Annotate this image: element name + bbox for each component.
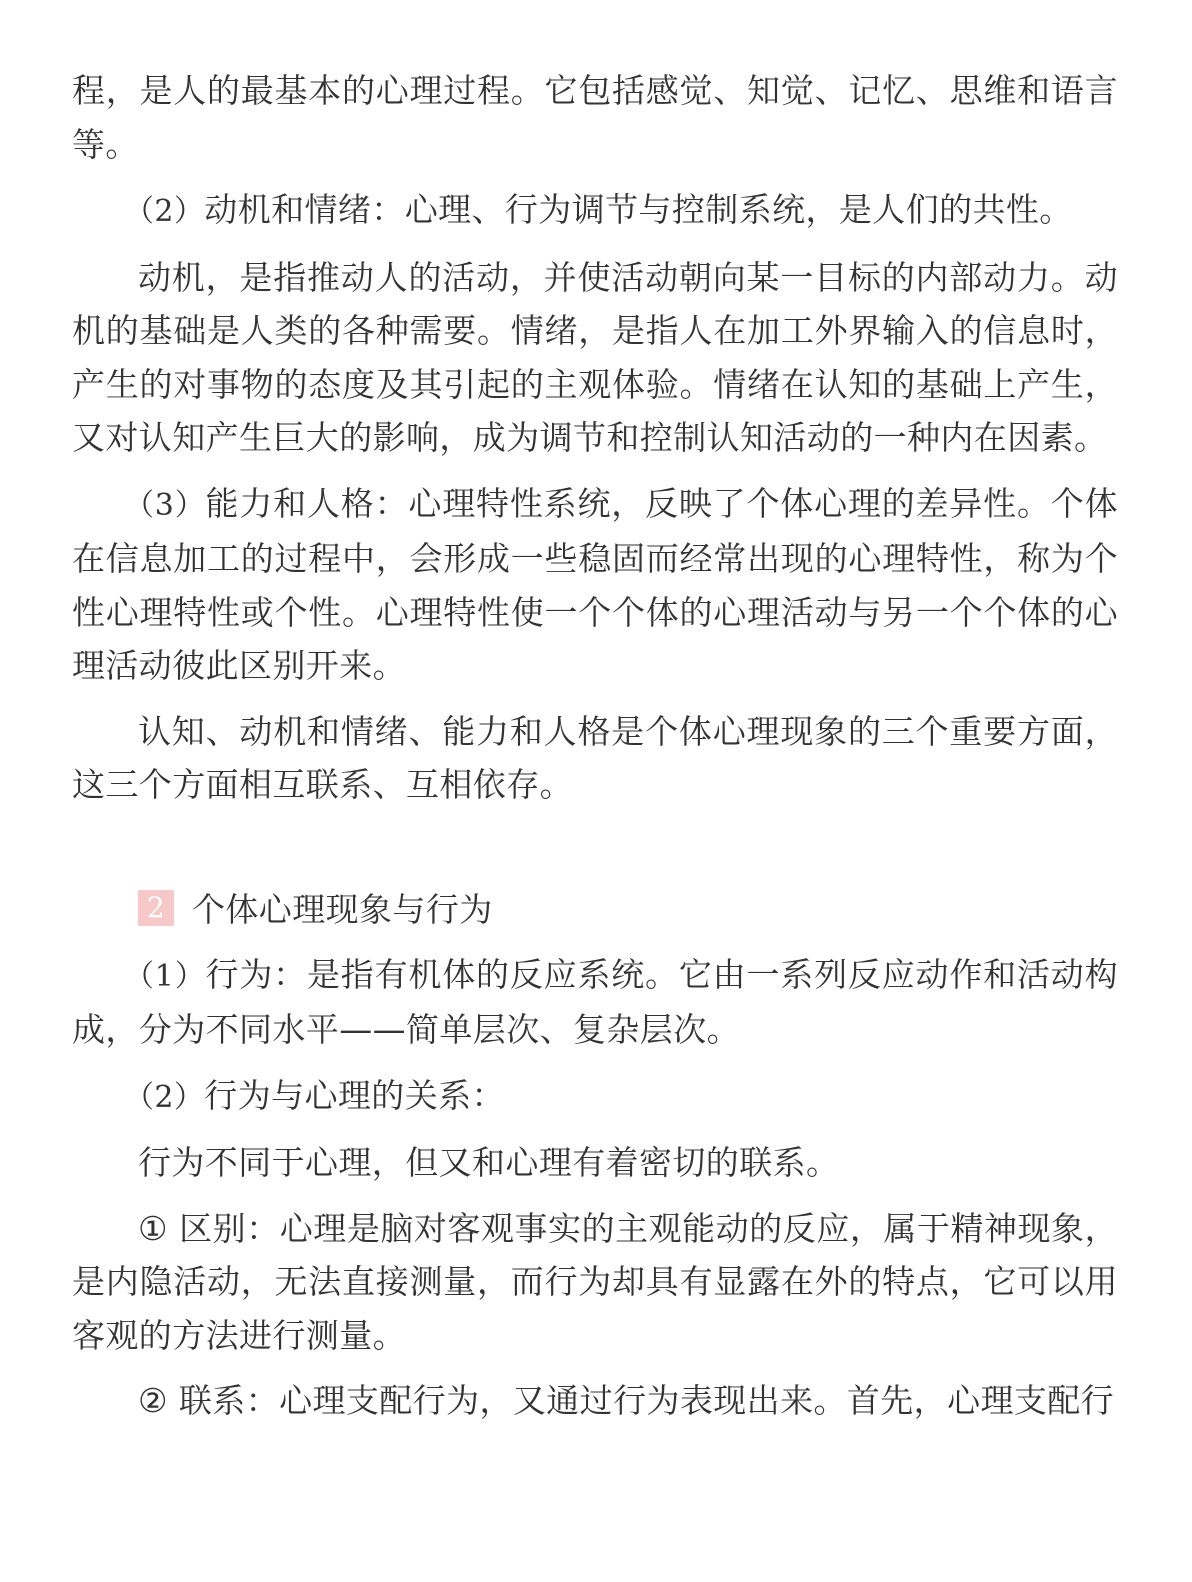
item-text: 行为与心理的关系：: [204, 1075, 505, 1115]
paragraph-connection: ② 联系：心理支配行为，又通过行为表现出来。首先，心理支配行: [138, 1381, 1115, 1420]
item-text: 行为：是指有机体的反应系统。它由一系列反应动作和活动构成，分为不同水平——简单层次、复杂层次。: [72, 954, 1118, 1049]
item-number: （1）: [124, 958, 206, 994]
paragraph-motivation-emotion-heading: [72, 183, 1118, 239]
item-number: （3）: [124, 487, 206, 523]
paragraph-behavior-definition: [72, 948, 1118, 1057]
paragraph-ability-personality: [72, 477, 1118, 693]
paragraph-motivation-emotion-body: 动机，是指推动人的活动，并使活动朝向某一目标的内部动力。动机的基础是人类的各种需要。情绪，是指人在加工外界输入的信息时，产生的对事物的态度及其引起的主观体验。情绪在认知的基础上产生，又对认知产生巨大的影响，成为调节和控制认知活动的一种内在因素。: [72, 257, 1118, 457]
item-text: 动机和情绪：心理、行为调节与控制系统，是人们的共性。: [204, 190, 1073, 229]
section-number-badge: 2: [138, 890, 174, 926]
item-text: 能力和人格：心理特性系统，反映了个体心理的差异性。个体在信息加工的过程中，会形成一些稳固而经常出现的心理特性，称为个性心理特性或个性。心理特性使一个个体的心理活动与另一个个体的心理活动彼此区别开来。: [72, 483, 1118, 685]
item-number: （2）: [124, 1079, 205, 1115]
paragraph-summary: 认知、动机和情绪、能力和人格是个体心理现象的三个重要方面，这三个方面相互联系、互相依存。: [72, 711, 1118, 804]
paragraph-cognition-continued: 程，是人的最基本的心理过程。它包括感觉、知觉、记忆、思维和语言等。: [72, 71, 1118, 164]
document-page: [72, 64, 1118, 1428]
paragraph-difference: ① 区别：心理是脑对客观事实的主观能动的反应，属于精神现象，是内隐活动，无法直接测量，而行为却具有显露在外的特点，它可以用客观的方法进行测量。: [72, 1208, 1118, 1355]
item-number: （2）: [124, 194, 205, 229]
section-heading: [138, 878, 1118, 938]
paragraph-relation-intro: 行为不同于心理，但又和心理有着密切的联系。: [138, 1143, 840, 1182]
section-title: 个体心理现象与行为: [192, 890, 493, 929]
paragraph-behavior-psychology-relation: [72, 1069, 1118, 1125]
